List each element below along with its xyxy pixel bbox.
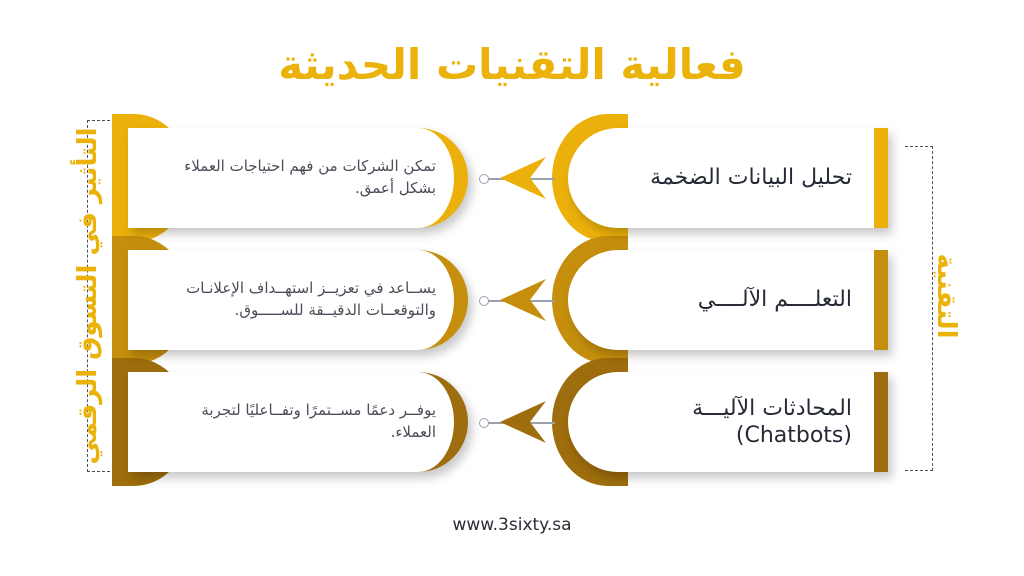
effect-card-machine-learning — [128, 250, 468, 350]
right-bracket-frame — [905, 146, 933, 471]
connector-dot — [479, 174, 489, 184]
technology-card-big-data — [568, 128, 888, 228]
arrow-left-icon — [494, 399, 552, 445]
technology-subname: (Chatbots) — [735, 423, 852, 448]
technology-name: المحادثات الآليـــة — [692, 395, 852, 421]
effect-card-chatbots — [128, 372, 468, 472]
effect-description: تمكن الشركات من فهم احتياجات العملاء بشكل أعمق. — [184, 157, 436, 197]
effect-card-big-data — [128, 128, 468, 228]
arrow-left-icon — [494, 155, 552, 201]
impact-section-label: التأثير في التسوق الرقمي — [73, 127, 103, 465]
connector-dot — [479, 296, 489, 306]
technology-card-machine-learning — [568, 250, 888, 350]
effect-description: يوفــر دعمًا مســتمرًا وتفــاعليًا لتجربة العملاء. — [201, 401, 436, 441]
technology-section-label: التقنية — [931, 253, 961, 339]
technology-name: تحليل البيانات الضخمة — [650, 165, 852, 191]
website-url: www.3sixty.sa — [452, 515, 572, 535]
connector-dot — [479, 418, 489, 428]
effect-description: يســاعد في تعزيــز استهــداف الإعلانـات والتوقعــات الدقيــقة للســـــوق. — [186, 279, 436, 319]
technology-name: التعلــــم الآلــــي — [697, 287, 852, 313]
page-title: فعالية التقنيات الحديثة — [278, 40, 746, 89]
technology-card-chatbots — [568, 372, 888, 472]
arrow-left-icon — [494, 277, 552, 323]
